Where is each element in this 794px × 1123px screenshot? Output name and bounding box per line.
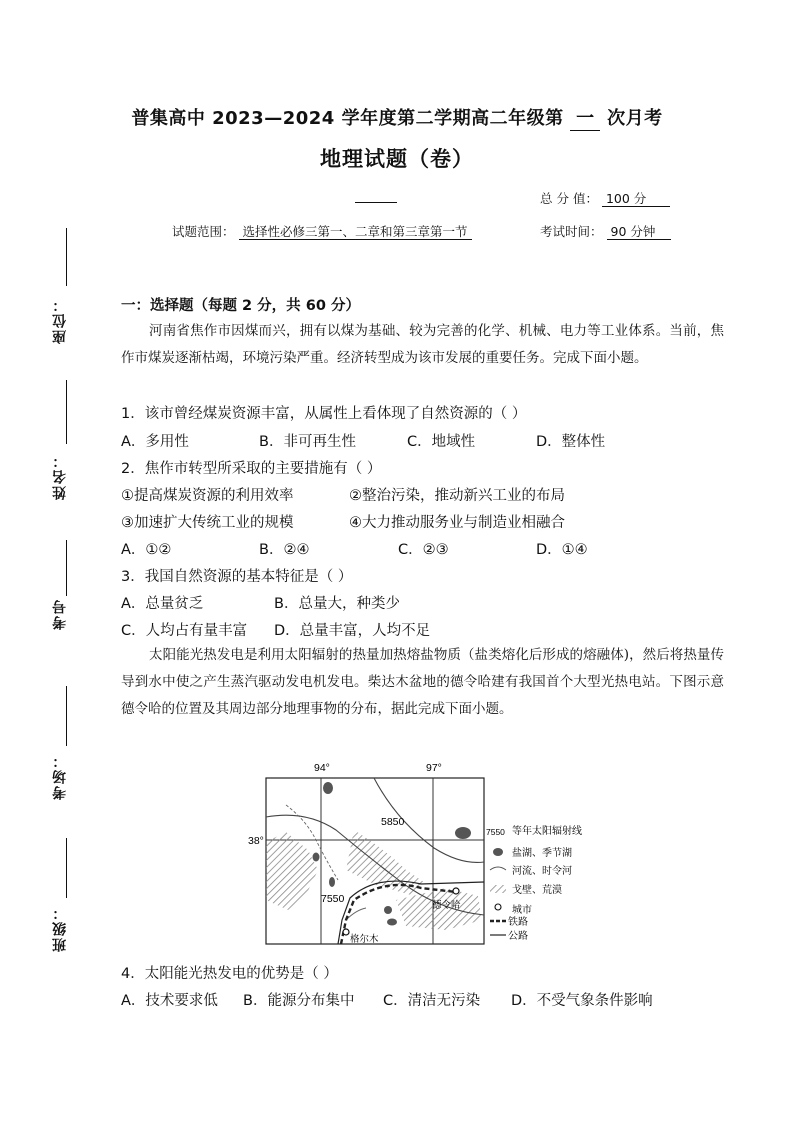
- question-3-stem: 3．我国自然资源的基本特征是（ ）: [121, 569, 353, 585]
- passage-1: 河南省焦作市因煤而兴，拥有以煤为基础、较为完善的化学、机械、电力等工业体系。当前，焦作市煤炭逐渐枯竭，环境污染严重。经济转型成为该市发展的重要任务。完成下面小题。: [121, 323, 724, 366]
- side-line-4: [66, 686, 67, 746]
- q1-option-b[interactable]: B．非可再生性: [259, 434, 356, 450]
- exam-scope: [172, 222, 472, 240]
- room-label: 考场：: [52, 752, 68, 800]
- city-delingha-label: 德令哈: [432, 900, 461, 911]
- question-4-stem: 4．太阳能光热发电的优势是（ ）: [121, 966, 338, 982]
- salt-lake-6: [387, 919, 397, 926]
- q2-option-c[interactable]: C．②③: [398, 542, 449, 558]
- isoline-5850-label: 5850: [381, 816, 405, 828]
- q4-option-b[interactable]: B．能源分布集中: [243, 993, 355, 1009]
- time-label: 考试时间：: [540, 224, 603, 239]
- lon-94-label: 94°: [314, 762, 330, 774]
- exam-title: [0, 104, 794, 131]
- legend-desert: 戈壁、荒漠: [512, 885, 562, 896]
- q1-option-a[interactable]: A．多用性: [121, 434, 189, 450]
- lat-38-label: 38°: [248, 835, 264, 847]
- q3-option-a[interactable]: A．总量贫乏: [121, 596, 204, 612]
- blank-line: [355, 188, 397, 203]
- legend-river: 河流、时令河: [512, 866, 572, 877]
- q2-statement-4: ④大力推动服务业与制造业相融合: [349, 515, 565, 531]
- exam-subtitle: 地理试题（卷）: [320, 147, 474, 171]
- legend-city: 城市: [512, 905, 532, 916]
- q3-option-d[interactable]: D．总量丰富，人均不足: [274, 623, 431, 639]
- number-label: 考号: [52, 598, 68, 630]
- section-title: 一：选择题（每题 2 分，共 60 分）: [121, 298, 360, 314]
- side-line-3: [66, 540, 67, 596]
- side-line-5: [66, 838, 67, 898]
- q2-statement-1: ①提高煤炭资源的利用效率: [121, 488, 294, 504]
- class-label: 班级：: [52, 904, 68, 952]
- q1-option-d[interactable]: D．整体性: [536, 434, 606, 450]
- total-score: [540, 189, 670, 207]
- seat-label: 座位：: [52, 296, 68, 344]
- legend-road: 公路: [508, 931, 528, 942]
- scope-label: 试题范围：: [172, 224, 235, 239]
- legend-desert-symbol: [490, 885, 506, 893]
- total-score-label: 总 分 值：: [540, 191, 598, 206]
- legend-lake-symbol: [493, 848, 503, 856]
- q2-statement-3: ③加速扩大传统工业的规模: [121, 515, 294, 531]
- salt-lake-1: [323, 782, 333, 794]
- legend-iso-value: 7550: [486, 827, 505, 837]
- salt-lake-3: [313, 853, 320, 862]
- q3-option-c[interactable]: C．人均占有量丰富: [121, 623, 248, 639]
- question-1-stem: 1．该市曾经煤炭资源丰富，从属性上看体现了自然资源的（ ）: [121, 406, 527, 422]
- title-text-before: 普集高中 2023—2024 学年度第二学期高二年级第: [131, 108, 564, 129]
- legend-river-symbol: [490, 867, 506, 870]
- time-value: 90 分钟: [607, 224, 660, 240]
- scope-value: 选择性必修三第一、二章和第三章第一节: [239, 224, 472, 240]
- title-blank: 一: [570, 104, 600, 131]
- legend-city-symbol: [495, 904, 501, 910]
- legend-iso-label: 等年太阳辐射线: [512, 826, 582, 837]
- exam-time: [540, 222, 671, 240]
- question-2-stem: 2．焦作市转型所采取的主要措施有（ ）: [121, 461, 382, 477]
- q3-option-b[interactable]: B．总量大，种类少: [274, 596, 400, 612]
- side-line-2: [66, 380, 67, 444]
- salt-lake-4: [329, 877, 335, 887]
- salt-lake-5: [384, 906, 392, 914]
- map-legend: [486, 824, 582, 942]
- q1-option-c[interactable]: C．地域性: [407, 434, 476, 450]
- legend-lake: 盐湖、季节湖: [512, 848, 572, 859]
- q2-option-d[interactable]: D．①④: [536, 542, 588, 558]
- q4-option-c[interactable]: C．清洁无污染: [383, 993, 481, 1009]
- name-label: 姓名：: [52, 452, 68, 500]
- city-delingha: [453, 888, 459, 894]
- map-svg: [246, 760, 596, 945]
- q2-option-a[interactable]: A．①②: [121, 542, 172, 558]
- q4-option-d[interactable]: D．不受气象条件影响: [511, 993, 653, 1009]
- passage-2: 太阳能光热发电是利用太阳辐射的热量加热熔盐物质（盐类熔化后形成的熔融体)，然后将热量传导到水中使之产生蒸汽驱动发电机发电。柴达木盆地的德令哈建有我国首个大型光热电站。下图示意德令哈的位置及其周边部分地理事物的分布，据此完成下面小题。: [121, 647, 724, 717]
- q2-option-b[interactable]: B．②④: [259, 542, 310, 558]
- city-golmud: [343, 929, 349, 935]
- q2-statement-2: ②整治污染，推动新兴工业的布局: [349, 488, 565, 504]
- salt-lake-2: [455, 827, 471, 839]
- isoline-7550-label: 7550: [321, 893, 345, 905]
- location-map: [246, 760, 596, 945]
- side-line-1: [66, 228, 67, 286]
- title-text-after: 次月考: [607, 108, 663, 129]
- legend-rail: 铁路: [508, 917, 528, 928]
- city-golmud-label: 格尔木: [350, 934, 379, 945]
- q4-option-a[interactable]: A．技术要求低: [121, 993, 218, 1009]
- total-score-value: 100 分: [602, 191, 650, 207]
- lon-97-label: 97°: [426, 762, 442, 774]
